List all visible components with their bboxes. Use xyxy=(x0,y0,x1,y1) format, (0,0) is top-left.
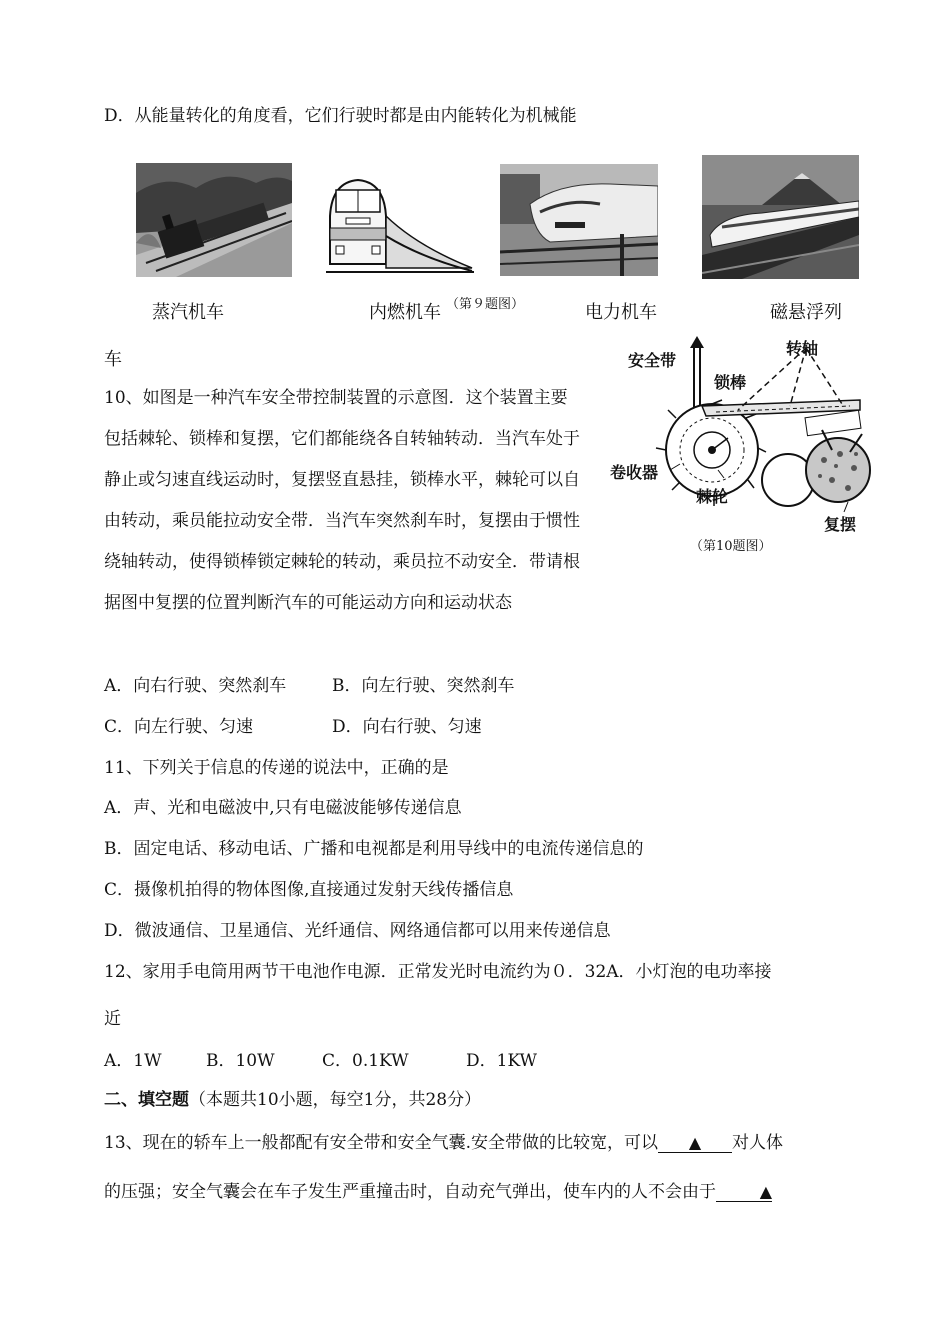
q11-option-b: B．固定电话、移动电话、广播和电视都是利用导线中的电流传递信息的 xyxy=(104,839,644,859)
caption-diesel: 内燃机车 xyxy=(369,302,441,323)
figure-9-label: （第９题图） xyxy=(446,297,525,312)
q11-option-c: C．摄像机拍得的物体图像,直接通过发射天线传播信息 xyxy=(104,880,514,900)
q13-blank-2[interactable]: ▲ xyxy=(716,1183,772,1202)
figure-10-label: （第10题图） xyxy=(690,539,772,554)
q10-option-b: B．向左行驶、突然刹车 xyxy=(332,676,515,696)
q10-option-a: A．向右行驶、突然刹车 xyxy=(104,676,287,696)
q12-stem-line1: 12、家用手电筒用两节干电池作电源．正常发光时电流约为０．32A．小灯泡的电功率接 xyxy=(104,962,772,982)
label-axle: 转轴 xyxy=(786,339,819,358)
diesel-locomotive-drawing xyxy=(322,176,477,276)
q12-option-d: D．1KW xyxy=(466,1051,538,1071)
q11-option-a: A．声、光和电磁波中,只有电磁波能够传递信息 xyxy=(104,798,462,818)
q12-option-c: C．0.1KW xyxy=(322,1051,409,1071)
label-retractor: 卷收器 xyxy=(610,463,659,482)
q10-option-c: C．向左行驶、匀速 xyxy=(104,717,254,737)
q13-line1-tail: 对人体 xyxy=(732,1133,784,1153)
section-2-note: （本题共10小题，每空1分，共28分） xyxy=(189,1090,482,1110)
q13-line2 xyxy=(104,1183,772,1202)
q13-line1-text: 13、现在的轿车上一般都配有安全带和安全气囊.安全带做的比较宽，可以 xyxy=(104,1133,659,1153)
q11-stem: 11、下列关于信息的传递的说法中，正确的是 xyxy=(104,758,449,778)
q10-option-d: D．向右行驶、匀速 xyxy=(332,717,482,737)
q10-stem: 10、如图是一种汽车安全带控制装置的示意图．这个装置主要包括棘轮、锁棒和复摆，它们都能绕各自转轴转动．当汽车处于静止或匀速直线运动时，复摆竖直悬挂，锁棒水平，棘轮可以自由转动，乘员能拉动安全带．当汽车突然刹车时，复摆由于惯性绕轴转动，使得锁棒锁定棘轮的转动，乘员拉不动安全．带请根据图中复摆的位置判断汽车的可能运动方向和运动状态 xyxy=(104,388,580,613)
q9-option-d: D．从能量转化的角度看，它们行驶时都是由内能转化为机械能 xyxy=(104,106,577,126)
caption-steam: 蒸汽机车 xyxy=(152,302,224,323)
maglev-train-photo xyxy=(702,155,859,279)
steam-locomotive-photo xyxy=(136,163,292,277)
q13-line1 xyxy=(104,1134,783,1153)
electric-locomotive-photo xyxy=(500,164,658,276)
label-seatbelt: 安全带 xyxy=(628,351,677,370)
q13-blank-1[interactable]: ▲ xyxy=(658,1134,732,1153)
caption-maglev: 磁悬浮列 xyxy=(770,302,842,323)
section-2-title: 二、填空题 xyxy=(104,1090,189,1110)
caption-electric: 电力机车 xyxy=(585,302,657,323)
q12-option-a: A．1W xyxy=(104,1051,162,1071)
label-pendulum: 复摆 xyxy=(824,515,857,534)
section-2-heading xyxy=(104,1092,481,1109)
q11-option-d: D．微波通信、卫星通信、光纤通信、网络通信都可以用来传递信息 xyxy=(104,921,611,941)
seatbelt-diagram xyxy=(610,330,880,534)
label-ratchet: 棘轮 xyxy=(696,487,729,506)
q12-stem-line2: 近 xyxy=(104,1009,121,1029)
label-lock-bar: 锁棒 xyxy=(714,373,747,392)
q12-option-b: B．10W xyxy=(206,1051,275,1071)
q13-line2-text: 的压强；安全气囊会在车子发生严重撞击时，自动充气弹出，使车内的人不会由于 xyxy=(104,1182,716,1202)
caption-maglev-tail: 车 xyxy=(104,349,122,370)
